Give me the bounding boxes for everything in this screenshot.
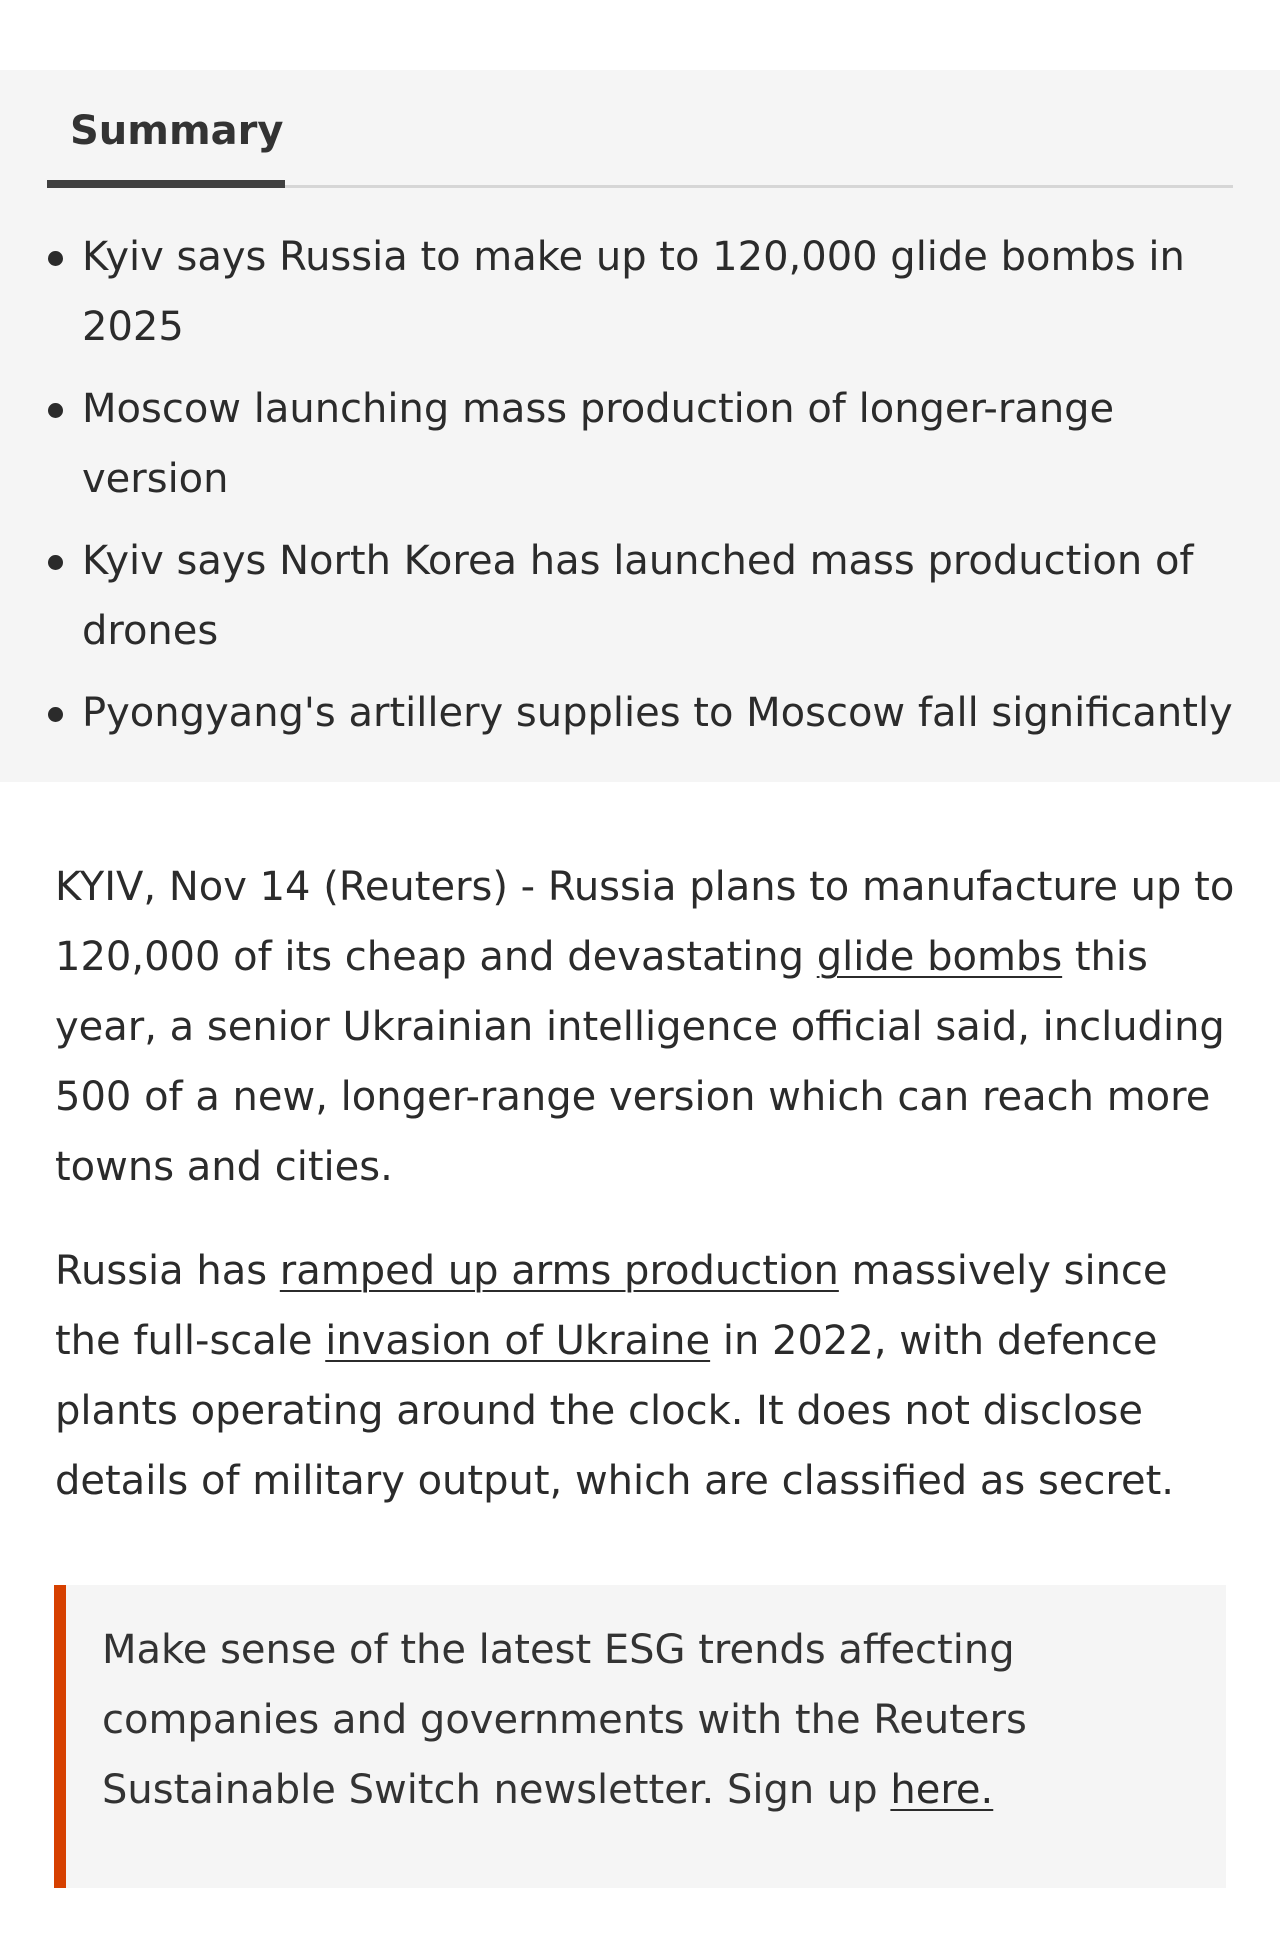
bullet-icon — [48, 555, 63, 570]
bullet-icon — [48, 251, 63, 266]
summary-item — [44, 678, 1234, 748]
paragraph-text: this year, a senior Ukrainian intelligence official said, including 500 of a new, longer-range version which can reach more towns and cities. — [55, 934, 1225, 1190]
article-paragraph-2 — [55, 1236, 1235, 1516]
invasion-of-ukraine-link[interactable]: invasion of Ukraine — [325, 1318, 711, 1364]
summary-list — [44, 222, 1234, 760]
summary-item-text: Pyongyang's artillery supplies to Moscow fall significantly — [82, 690, 1233, 736]
bullet-icon — [48, 403, 63, 418]
arms-production-link[interactable]: ramped up arms production — [279, 1248, 839, 1294]
paragraph-text: Russia has — [55, 1248, 280, 1294]
summary-item-text: Moscow launching mass production of longer-range version — [82, 386, 1115, 502]
promo-body: Make sense of the latest ESG trends affecting companies and governments with the Reuters Sustainable Switch newsletter. Sign up — [102, 1627, 1027, 1813]
newsletter-promo — [54, 1585, 1226, 1888]
summary-tab-label: Summary — [70, 108, 284, 154]
summary-item-text: Kyiv says North Korea has launched mass production of drones — [82, 538, 1194, 654]
paragraph-text: in 2022, with defence plants operating around the clock. It does not disclose details of military output, which are classified as secret. — [55, 1318, 1174, 1504]
paragraph-text: massively since the full-scale — [55, 1248, 1168, 1364]
summary-box — [0, 70, 1280, 782]
summary-tab-bar — [47, 70, 1233, 188]
paragraph-text: KYIV, Nov 14 (Reuters) - Russia plans to manufacture up to 120,000 of its cheap and devastating — [55, 864, 1235, 980]
summary-item-text: Kyiv says Russia to make up to 120,000 glide bombs in 2025 — [82, 234, 1185, 350]
promo-text — [102, 1615, 1162, 1825]
tab-summary[interactable] — [47, 70, 285, 188]
summary-item — [44, 526, 1234, 666]
summary-item — [44, 374, 1234, 514]
article-paragraph-1 — [55, 852, 1235, 1202]
glide-bombs-link[interactable]: glide bombs — [816, 934, 1063, 980]
bullet-icon — [48, 707, 63, 722]
summary-item — [44, 222, 1234, 362]
newsletter-signup-link[interactable]: here. — [890, 1767, 994, 1813]
